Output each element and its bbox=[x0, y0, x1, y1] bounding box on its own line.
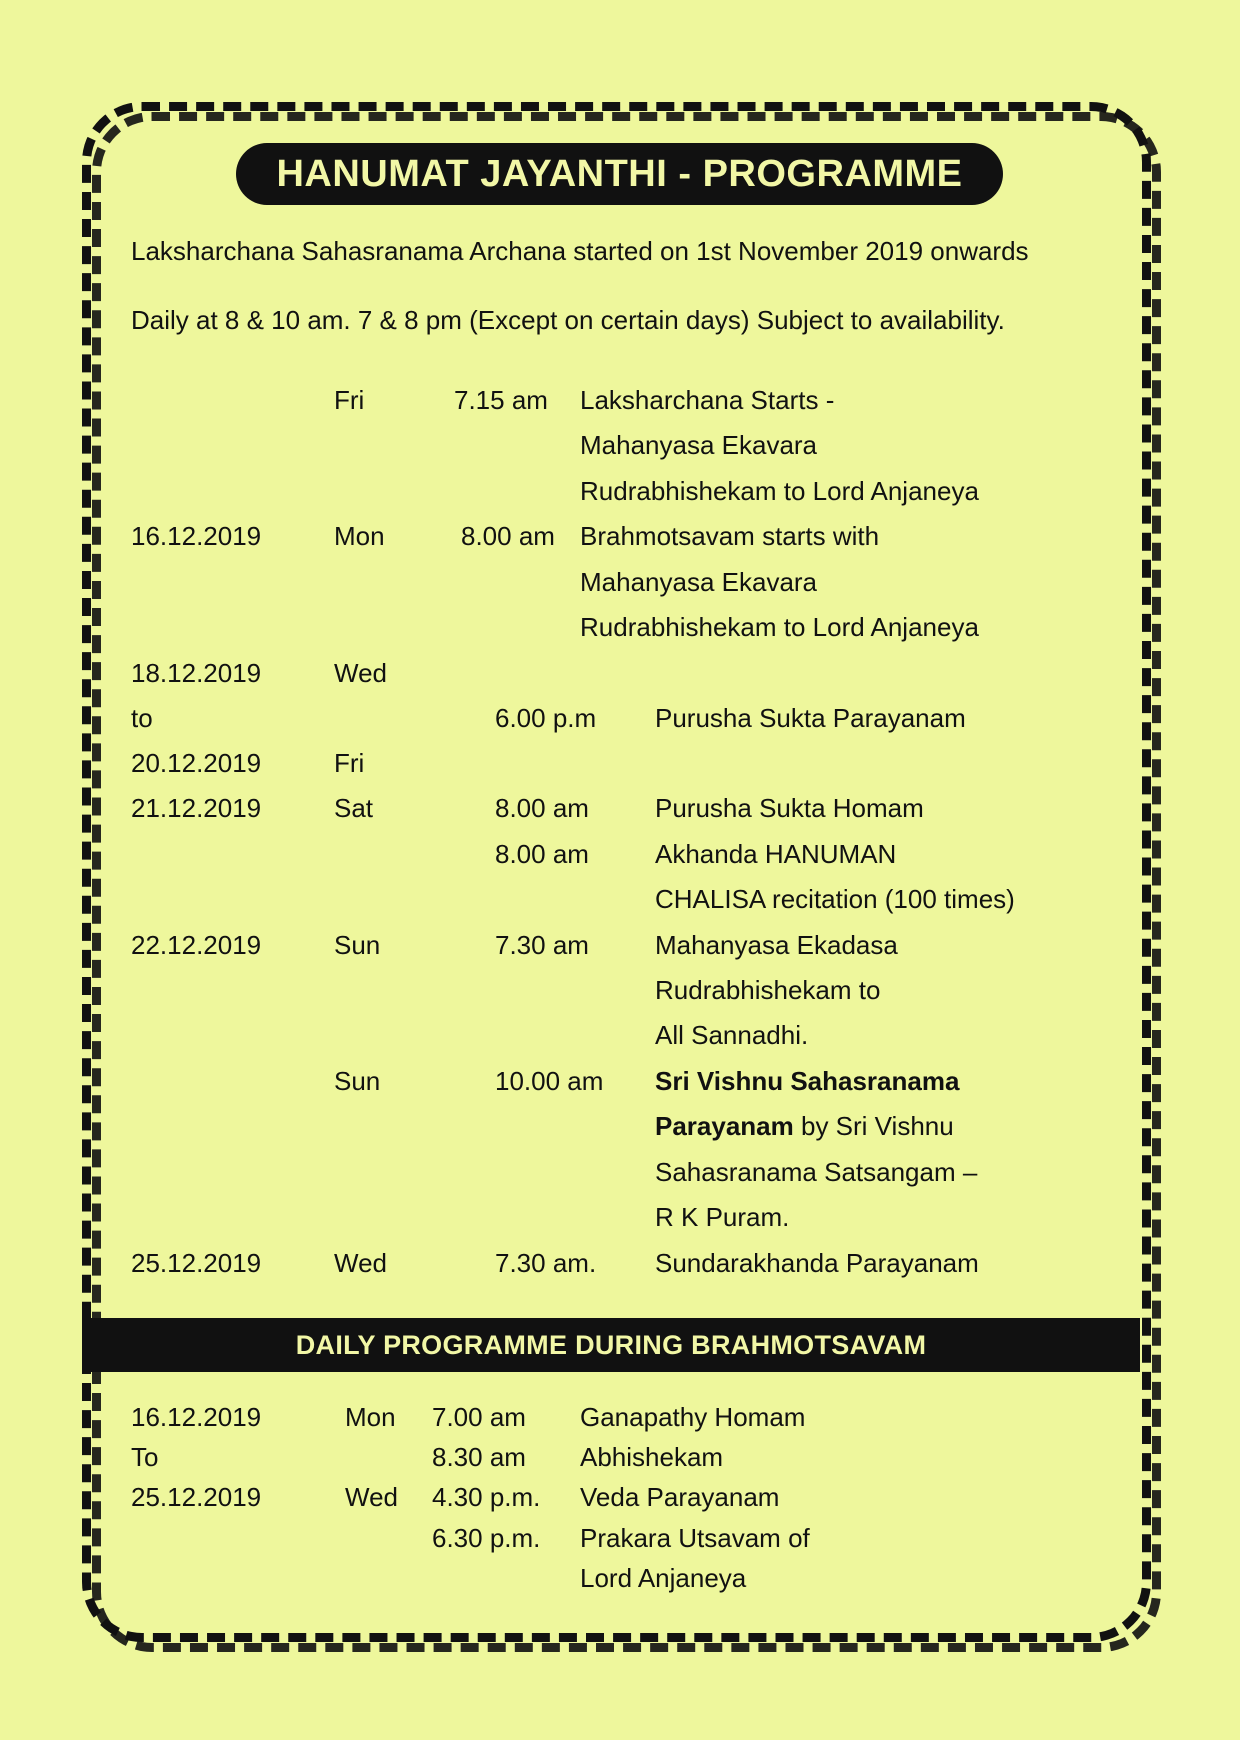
schedule-event: Mahanyasa Ekavara bbox=[580, 567, 818, 597]
schedule-day: Sat bbox=[334, 793, 374, 823]
schedule-time: 10.00 am bbox=[495, 1066, 604, 1096]
daily-time: 7.00 am bbox=[432, 1402, 526, 1432]
schedule-event: Akhanda HANUMAN bbox=[655, 839, 897, 869]
schedule-event: Purusha Sukta Parayanam bbox=[655, 703, 966, 733]
schedule-event: Rudrabhishekam to Lord Anjaneya bbox=[580, 612, 979, 642]
daily-time: 8.30 am bbox=[432, 1442, 526, 1472]
daily-date: To bbox=[131, 1442, 159, 1472]
daily-date: 16.12.2019 bbox=[131, 1402, 262, 1432]
schedule-day: Mon bbox=[334, 521, 385, 551]
daily-event: Veda Parayanam bbox=[580, 1482, 780, 1512]
schedule-event: Rudrabhishekam to bbox=[655, 975, 881, 1005]
schedule-time: 8.00 am bbox=[461, 521, 555, 551]
schedule-date: 22.12.2019 bbox=[131, 930, 262, 960]
daily-event: Ganapathy Homam bbox=[580, 1402, 806, 1432]
daily-event: Abhishekam bbox=[580, 1442, 724, 1472]
schedule-event: Laksharchana Starts - bbox=[580, 385, 835, 415]
daily-time: 6.30 p.m. bbox=[432, 1523, 541, 1553]
daily-heading: DAILY PROGRAMME DURING BRAHMOTSAVAM bbox=[295, 1329, 927, 1360]
daily-event: Lord Anjaneya bbox=[580, 1563, 747, 1593]
schedule-day: Fri bbox=[334, 748, 365, 778]
schedule-date: 16.12.2019 bbox=[131, 521, 262, 551]
schedule-date: 18.12.2019 bbox=[131, 658, 262, 688]
schedule-event-bold: Sri Vishnu Sahasranama bbox=[655, 1066, 960, 1096]
schedule-event: Brahmotsavam starts with bbox=[580, 521, 880, 551]
schedule-event: CHALISA recitation (100 times) bbox=[655, 884, 1015, 914]
schedule-event: R K Puram. bbox=[655, 1202, 790, 1232]
daily-day: Mon bbox=[345, 1402, 396, 1432]
schedule-day: Fri bbox=[334, 385, 365, 415]
daily-day: Wed bbox=[345, 1482, 398, 1512]
schedule-time: 7.30 am bbox=[495, 930, 589, 960]
schedule-time: 7.30 am. bbox=[495, 1248, 597, 1278]
schedule-event: Mahanyasa Ekavara bbox=[580, 430, 818, 460]
schedule-event: by Sri Vishnu bbox=[793, 1111, 954, 1141]
intro-line-2: Daily at 8 & 10 am. 7 & 8 pm (Except on certain days) Subject to availability. bbox=[131, 305, 1005, 335]
schedule-event: Mahanyasa Ekadasa bbox=[655, 930, 898, 960]
schedule-day: Wed bbox=[334, 658, 387, 688]
schedule-time: 8.00 am bbox=[495, 793, 589, 823]
daily-event: Prakara Utsavam of bbox=[580, 1523, 810, 1553]
page-title: HANUMAT JAYANTHI - PROGRAMME bbox=[276, 152, 963, 195]
schedule-event: Sundarakhanda Parayanam bbox=[655, 1248, 979, 1278]
schedule-event: All Sannadhi. bbox=[655, 1020, 809, 1050]
schedule-day: Wed bbox=[334, 1248, 387, 1278]
schedule-time: 6.00 p.m bbox=[495, 703, 597, 733]
schedule-time: 8.00 am bbox=[495, 839, 589, 869]
schedule-event-line bbox=[655, 1111, 954, 1141]
schedule-event: Purusha Sukta Homam bbox=[655, 793, 924, 823]
daily-date: 25.12.2019 bbox=[131, 1482, 262, 1512]
daily-time: 4.30 p.m. bbox=[432, 1482, 541, 1512]
schedule-date: to bbox=[131, 703, 153, 733]
title-banner bbox=[236, 143, 1003, 205]
schedule-day: Sun bbox=[334, 930, 381, 960]
schedule-time: 7.15 am bbox=[454, 385, 548, 415]
intro-line-1: Laksharchana Sahasranama Archana started on 1st November 2019 onwards bbox=[131, 236, 1029, 266]
schedule-date: 20.12.2019 bbox=[131, 748, 262, 778]
schedule-event: Sahasranama Satsangam – bbox=[655, 1157, 978, 1187]
schedule-event-bold: Parayanam bbox=[655, 1111, 794, 1141]
daily-heading-band bbox=[82, 1318, 1140, 1372]
schedule-date: 25.12.2019 bbox=[131, 1248, 262, 1278]
schedule-day: Sun bbox=[334, 1066, 381, 1096]
schedule-date: 21.12.2019 bbox=[131, 793, 262, 823]
schedule-event: Rudrabhishekam to Lord Anjaneya bbox=[580, 476, 979, 506]
